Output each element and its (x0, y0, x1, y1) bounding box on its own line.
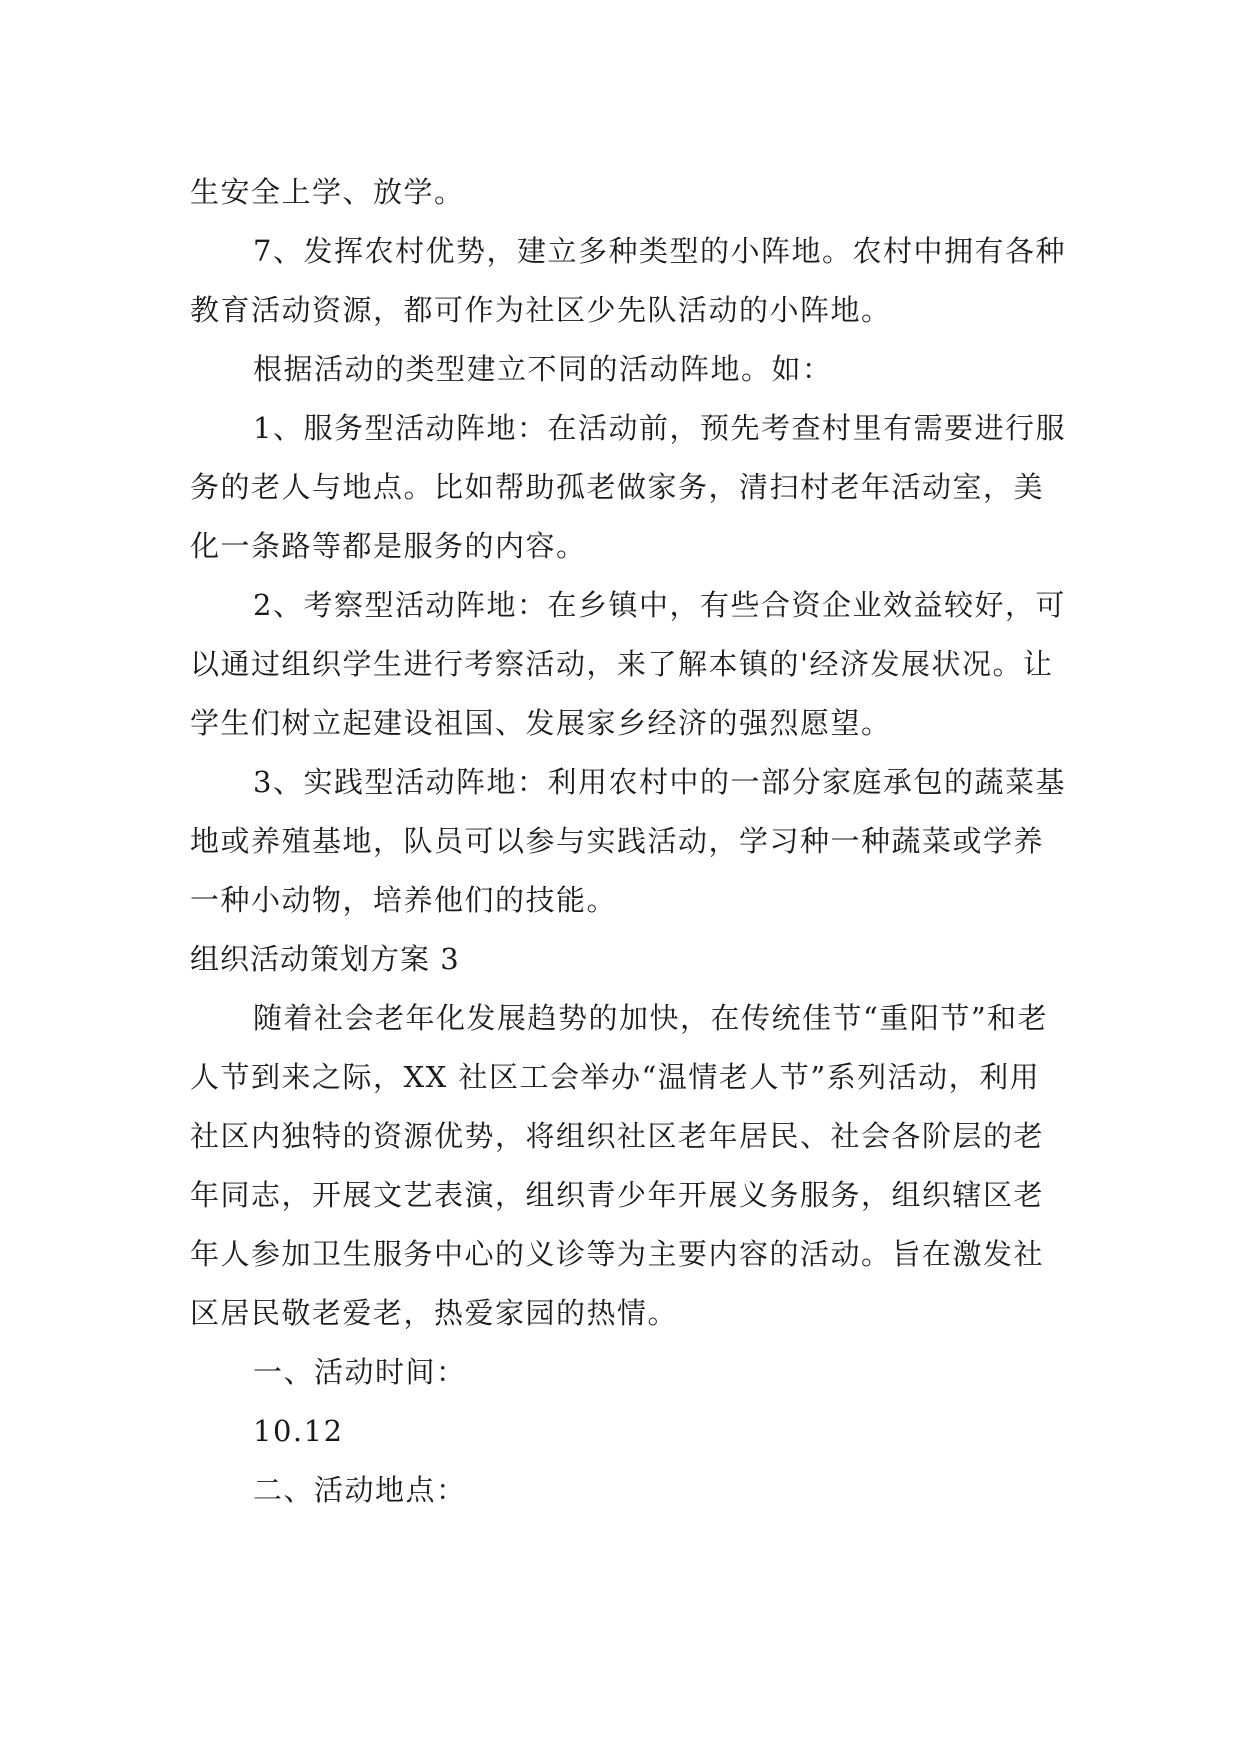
section-heading: 组织活动策划方案 3 (190, 942, 460, 976)
paragraph-continuation: 生安全上学、放学。 (190, 175, 465, 209)
paragraph-activity-time-value: 10.12 (253, 1414, 344, 1448)
paragraph-practice-type: 3、实践型活动阵地：利用农村中的一部分家庭承包的蔬菜基地或养殖基地，队员可以参与实践活动，学习种一种蔬菜或学养一种小动物，培养他们的技能。 (190, 765, 1066, 917)
document-body (190, 163, 1070, 1520)
paragraph-item-7: 7、发挥农村优势，建立多种类型的小阵地。农村中拥有各种教育活动资源，都可作为社区少先队活动的小阵地。 (190, 234, 1066, 327)
paragraph-plan-intro: 随着社会老年化发展趋势的加快，在传统佳节“重阳节”和老人节到来之际，XX 社区工会举办“温情老人节”系列活动，利用社区内独特的资源优势，将组织社区老年居民、社会各阶层的老年同志，开展文艺表演，组织青少年开展义务服务，组织辖区老年人参加卫生服务中心的义诊等为主要内容的活动。旨在激发社区居民敬老爱老，热爱家园的热情。 (190, 1001, 1049, 1330)
paragraph-activity-time-label: 一、活动时间： (253, 1355, 467, 1389)
paragraph-service-type: 1、服务型活动阵地：在活动前，预先考查村里有需要进行服务的老人与地点。比如帮助孤老做家务，清扫村老年活动室，美化一条路等都是服务的内容。 (190, 411, 1066, 563)
paragraph-activity-location-label: 二、活动地点： (253, 1473, 467, 1507)
paragraph-inspection-type: 2、考察型活动阵地：在乡镇中，有些合资企业效益较好，可以通过组织学生进行考察活动，来了解本镇的'经济发展状况。让学生们树立起建设祖国、发展家乡经济的强烈愿望。 (190, 588, 1066, 740)
paragraph-intro-types: 根据活动的类型建立不同的活动阵地。如： (253, 352, 833, 386)
